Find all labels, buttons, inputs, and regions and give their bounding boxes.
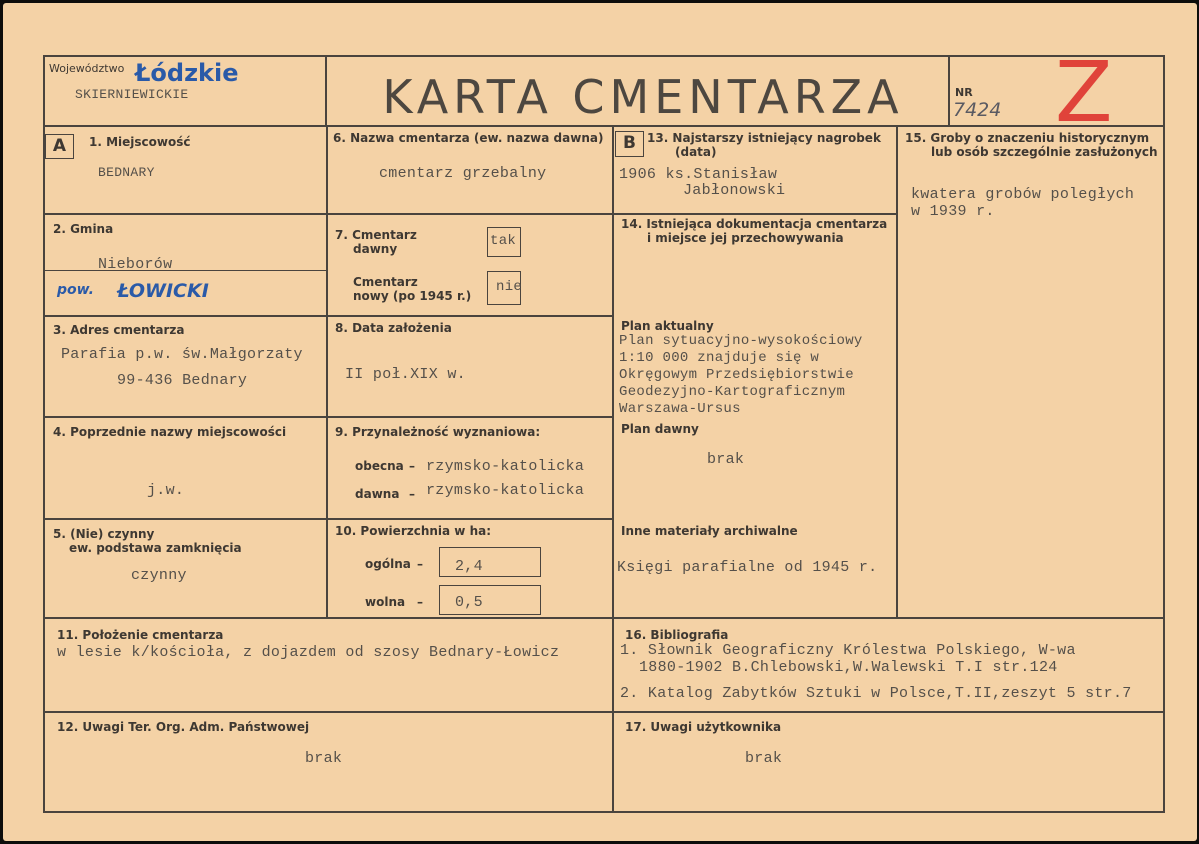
- field-15-line2: w 1939 r.: [911, 203, 995, 220]
- header-vline-1: [325, 55, 327, 127]
- field-1-label: 1. Miejscowość: [89, 135, 191, 149]
- field-14-plan-current-line-5: Warszawa-Ursus: [619, 401, 741, 417]
- field-9-former-dash: –: [409, 487, 415, 501]
- row-line-right-14: [612, 213, 897, 215]
- field-7-old-value: tak: [490, 233, 517, 249]
- field-8-value: II poł.XIX w.: [345, 366, 466, 383]
- field-15-label-2: lub osób szczególnie zasłużonych: [931, 145, 1158, 159]
- field-14-plan-current-line-3: Okręgowym Przedsiębiorstwie: [619, 367, 854, 383]
- row-line-main: [43, 617, 1165, 619]
- field-10-free-dash: –: [417, 595, 423, 609]
- row-line-bottom: [43, 711, 1165, 713]
- field-14-label-1: 14. Istniejąca dokumentacja cmentarza: [621, 217, 888, 231]
- powiat-value: ŁOWICKI: [117, 280, 209, 302]
- field-14-plan-old-label: Plan dawny: [621, 422, 699, 436]
- field-17-value: brak: [745, 750, 783, 767]
- frame-bottom: [43, 811, 1165, 813]
- field-7-old-label-1: 7. Cmentarz: [335, 228, 417, 242]
- field-6-label: 6. Nazwa cmentarza (ew. nazwa dawna): [333, 131, 604, 145]
- field-3-label: 3. Adres cmentarza: [53, 323, 185, 337]
- col-divider-3: [896, 125, 898, 618]
- field-2-value: Nieborów: [98, 256, 173, 273]
- field-9-former-value: rzymsko-katolicka: [426, 482, 585, 499]
- field-15-label-1: 15. Groby o znaczeniu historycznym: [905, 131, 1150, 145]
- field-14-plan-current-line-4: Geodezyjno-Kartograficznym: [619, 384, 846, 400]
- frame-top: [43, 55, 1165, 57]
- field-2-label: 2. Gmina: [53, 222, 114, 236]
- field-14-label-2: i miejsce jej przechowywania: [647, 231, 844, 245]
- field-11-label: 11. Położenie cmentarza: [57, 628, 224, 642]
- col-divider-2: [612, 125, 614, 813]
- field-3-line2: 99-436 Bednary: [117, 372, 248, 389]
- field-16-line2: 1880-1902 B.Chlebowski,W.Walewski T.I str.124: [639, 659, 1058, 676]
- field-7-new-label-1: Cmentarz: [353, 275, 418, 289]
- field-16-line1: 1. Słownik Geograficzny Królestwa Polskiego, W-wa: [620, 642, 1076, 659]
- field-13-line1: 1906 ks.Stanisław: [619, 166, 778, 183]
- field-13-label-1: 13. Najstarszy istniejący nagrobek: [647, 131, 881, 145]
- field-9-current-dash: –: [409, 459, 415, 473]
- gmina-underline: [43, 270, 327, 271]
- field-16-label: 16. Bibliografia: [625, 628, 729, 642]
- field-6-value: cmentarz grzebalny: [379, 165, 547, 182]
- field-3-line1: Parafia p.w. św.Małgorzaty: [61, 346, 303, 363]
- wojewodztwo-stamp: Łódzkie: [135, 59, 239, 87]
- field-12-label: 12. Uwagi Ter. Org. Adm. Państwowej: [57, 720, 310, 734]
- field-9-former-label: dawna: [355, 487, 400, 501]
- field-15-line1: kwatera grobów poległych: [911, 186, 1135, 203]
- section-a-marker: A: [45, 134, 74, 159]
- nr-value: 7424: [953, 99, 1002, 121]
- field-10-total-label: ogólna: [365, 557, 411, 571]
- row-line-left-2: [43, 315, 613, 317]
- wojewodztwo-label: Województwo: [49, 62, 125, 75]
- field-14-other-value: Księgi parafialne od 1945 r.: [617, 559, 878, 576]
- field-4-label: 4. Poprzednie nazwy miejscowości: [53, 425, 287, 439]
- field-14-plan-current-line-1: Plan sytuacyjno-wysokościowy: [619, 333, 863, 349]
- header-divider: [43, 125, 1165, 127]
- field-7-new-value: nie: [496, 279, 523, 295]
- cemetery-card: [3, 3, 1197, 841]
- field-10-label: 10. Powierzchnia w ha:: [335, 524, 492, 538]
- field-14-plan-old-value: brak: [707, 451, 745, 468]
- wojewodztwo-typed: SKIERNIEWICKIE: [75, 87, 189, 102]
- field-14-other-label: Inne materiały archiwalne: [621, 524, 798, 538]
- field-16-line3: 2. Katalog Zabytków Sztuki w Polsce,T.II,zeszyt 5 str.7: [620, 685, 1132, 702]
- card-title: KARTA CMENTARZA: [382, 70, 904, 124]
- row-line-left-1: [43, 213, 613, 215]
- field-17-label: 17. Uwagi użytkownika: [625, 720, 782, 734]
- nr-label: NR: [955, 86, 973, 99]
- field-5-value: czynny: [131, 567, 187, 584]
- frame-right: [1163, 55, 1165, 813]
- field-7-old-label-2: dawny: [353, 242, 398, 256]
- powiat-prefix: pow.: [57, 282, 94, 298]
- category-mark: Z: [1055, 43, 1113, 141]
- field-11-value: w lesie k/kościoła, z dojazdem od szosy Bednary-Łowicz: [57, 644, 560, 661]
- field-1-value: BEDNARY: [98, 165, 155, 180]
- field-10-total-dash: –: [417, 557, 423, 571]
- field-10-free-label: wolna: [365, 595, 406, 609]
- field-4-value: j.w.: [147, 482, 185, 499]
- field-13-label-2: (data): [675, 145, 717, 159]
- section-b-marker: B: [615, 131, 644, 157]
- field-14-plan-current-line-2: 1:10 000 znajduje się w: [619, 350, 820, 366]
- row-line-left-4: [43, 518, 613, 520]
- col-divider-1: [326, 125, 328, 618]
- field-13-line2: Jabłonowski: [683, 182, 786, 199]
- field-10-total-value: 2,4: [455, 558, 483, 575]
- row-line-left-3: [43, 416, 613, 418]
- field-8-label: 8. Data założenia: [335, 321, 452, 335]
- field-9-label: 9. Przynależność wyznaniowa:: [335, 425, 541, 439]
- field-5-label-1: 5. (Nie) czynny: [53, 527, 155, 541]
- field-5-label-2: ew. podstawa zamknięcia: [69, 541, 242, 555]
- field-7-new-label-2: nowy (po 1945 r.): [353, 289, 472, 303]
- field-10-free-value: 0,5: [455, 594, 483, 611]
- frame-left: [43, 55, 45, 813]
- field-9-current-value: rzymsko-katolicka: [426, 458, 585, 475]
- field-9-current-label: obecna: [355, 459, 404, 473]
- field-14-plan-current-label: Plan aktualny: [621, 319, 714, 333]
- field-12-value: brak: [305, 750, 343, 767]
